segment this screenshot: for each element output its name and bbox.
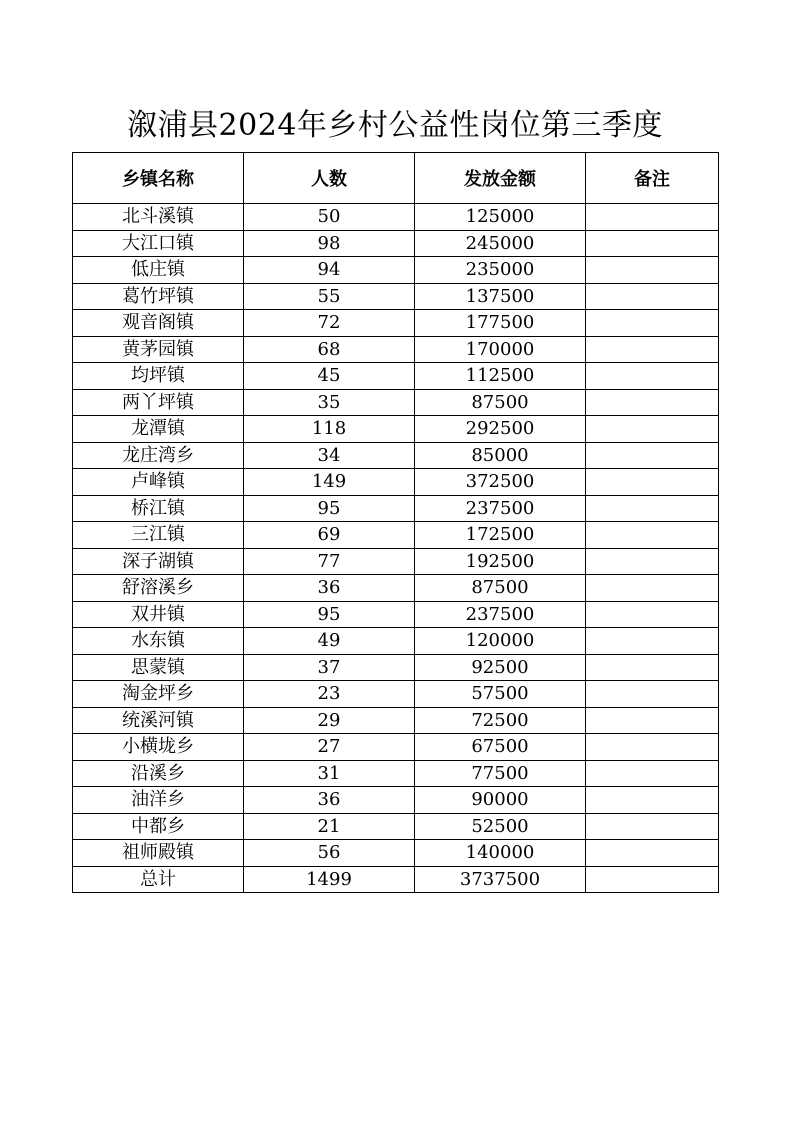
- table-row: [73, 442, 719, 469]
- header-amount: 发放金额: [415, 153, 586, 204]
- cell-count: 36: [244, 575, 415, 602]
- table-row: [73, 813, 719, 840]
- cell-township: 沿溪乡: [73, 760, 244, 787]
- table-row: [73, 575, 719, 602]
- table-row: [73, 257, 719, 284]
- cell-amount: 120000: [415, 628, 586, 655]
- table-row: [73, 363, 719, 390]
- cell-township: 深子湖镇: [73, 548, 244, 575]
- total-amount: 3737500: [415, 866, 586, 893]
- cell-township: 思蒙镇: [73, 654, 244, 681]
- cell-amount: 85000: [415, 442, 586, 469]
- cell-count: 35: [244, 389, 415, 416]
- total-count: 1499: [244, 866, 415, 893]
- cell-count: 55: [244, 283, 415, 310]
- header-row: [73, 153, 719, 204]
- table-row: [73, 734, 719, 761]
- cell-township: 低庄镇: [73, 257, 244, 284]
- cell-amount: 177500: [415, 310, 586, 337]
- cell-remarks: [586, 575, 719, 602]
- cell-amount: 192500: [415, 548, 586, 575]
- total-row: [73, 866, 719, 893]
- cell-amount: 292500: [415, 416, 586, 443]
- cell-remarks: [586, 601, 719, 628]
- cell-remarks: [586, 442, 719, 469]
- cell-count: 72: [244, 310, 415, 337]
- cell-count: 118: [244, 416, 415, 443]
- cell-amount: 237500: [415, 601, 586, 628]
- cell-count: 45: [244, 363, 415, 390]
- table-row: [73, 654, 719, 681]
- cell-township: 龙庄湾乡: [73, 442, 244, 469]
- cell-count: 149: [244, 469, 415, 496]
- cell-amount: 372500: [415, 469, 586, 496]
- cell-remarks: [586, 336, 719, 363]
- cell-count: 94: [244, 257, 415, 284]
- cell-township: 葛竹坪镇: [73, 283, 244, 310]
- cell-amount: 92500: [415, 654, 586, 681]
- cell-township: 双井镇: [73, 601, 244, 628]
- cell-remarks: [586, 495, 719, 522]
- page-title: 溆浦县2024年乡村公益性岗位第三季度: [127, 108, 663, 143]
- cell-amount: 90000: [415, 787, 586, 814]
- cell-remarks: [586, 310, 719, 337]
- cell-count: 95: [244, 495, 415, 522]
- table-row: [73, 204, 719, 231]
- cell-remarks: [586, 707, 719, 734]
- cell-township: 观音阁镇: [73, 310, 244, 337]
- cell-township: 统溪河镇: [73, 707, 244, 734]
- cell-amount: 245000: [415, 230, 586, 257]
- total-label: 总计: [73, 866, 244, 893]
- cell-amount: 125000: [415, 204, 586, 231]
- cell-remarks: [586, 257, 719, 284]
- cell-count: 98: [244, 230, 415, 257]
- table-row: [73, 416, 719, 443]
- cell-amount: 170000: [415, 336, 586, 363]
- cell-amount: 67500: [415, 734, 586, 761]
- cell-amount: 237500: [415, 495, 586, 522]
- cell-count: 29: [244, 707, 415, 734]
- cell-count: 50: [244, 204, 415, 231]
- cell-township: 龙潭镇: [73, 416, 244, 443]
- cell-remarks: [586, 813, 719, 840]
- table-row: [73, 469, 719, 496]
- cell-remarks: [586, 548, 719, 575]
- cell-township: 均坪镇: [73, 363, 244, 390]
- cell-count: 68: [244, 336, 415, 363]
- cell-remarks: [586, 734, 719, 761]
- cell-amount: 112500: [415, 363, 586, 390]
- table-row: [73, 283, 719, 310]
- cell-amount: 72500: [415, 707, 586, 734]
- cell-township: 小横垅乡: [73, 734, 244, 761]
- header-count: 人数: [244, 153, 415, 204]
- cell-township: 水东镇: [73, 628, 244, 655]
- cell-amount: 77500: [415, 760, 586, 787]
- cell-count: 21: [244, 813, 415, 840]
- cell-count: 49: [244, 628, 415, 655]
- table-row: [73, 495, 719, 522]
- cell-township: 卢峰镇: [73, 469, 244, 496]
- cell-remarks: [586, 469, 719, 496]
- cell-amount: 87500: [415, 389, 586, 416]
- cell-amount: 57500: [415, 681, 586, 708]
- cell-amount: 172500: [415, 522, 586, 549]
- cell-count: 27: [244, 734, 415, 761]
- cell-township: 油洋乡: [73, 787, 244, 814]
- cell-township: 三江镇: [73, 522, 244, 549]
- table-row: [73, 760, 719, 787]
- table-row: [73, 628, 719, 655]
- cell-count: 69: [244, 522, 415, 549]
- cell-township: 中都乡: [73, 813, 244, 840]
- cell-remarks: [586, 628, 719, 655]
- header-township: 乡镇名称: [73, 153, 244, 204]
- cell-count: 95: [244, 601, 415, 628]
- cell-remarks: [586, 760, 719, 787]
- cell-remarks: [586, 681, 719, 708]
- table-row: [73, 601, 719, 628]
- cell-remarks: [586, 230, 719, 257]
- cell-remarks: [586, 363, 719, 390]
- cell-township: 北斗溪镇: [73, 204, 244, 231]
- table-row: [73, 681, 719, 708]
- cell-township: 大江口镇: [73, 230, 244, 257]
- table-row: [73, 787, 719, 814]
- cell-township: 淘金坪乡: [73, 681, 244, 708]
- cell-count: 77: [244, 548, 415, 575]
- cell-remarks: [586, 840, 719, 867]
- cell-amount: 235000: [415, 257, 586, 284]
- cell-remarks: [586, 389, 719, 416]
- cell-count: 36: [244, 787, 415, 814]
- cell-township: 黄茅园镇: [73, 336, 244, 363]
- cell-amount: 140000: [415, 840, 586, 867]
- allowance-table: [72, 152, 719, 893]
- total-remarks: [586, 866, 719, 893]
- cell-remarks: [586, 787, 719, 814]
- table-row: [73, 310, 719, 337]
- cell-amount: 137500: [415, 283, 586, 310]
- header-remarks: 备注: [586, 153, 719, 204]
- cell-remarks: [586, 654, 719, 681]
- cell-remarks: [586, 204, 719, 231]
- cell-township: 两丫坪镇: [73, 389, 244, 416]
- cell-count: 23: [244, 681, 415, 708]
- cell-remarks: [586, 522, 719, 549]
- table-row: [73, 336, 719, 363]
- table-row: [73, 548, 719, 575]
- table-row: [73, 522, 719, 549]
- cell-count: 34: [244, 442, 415, 469]
- table-row: [73, 230, 719, 257]
- cell-amount: 87500: [415, 575, 586, 602]
- cell-township: 舒溶溪乡: [73, 575, 244, 602]
- cell-remarks: [586, 283, 719, 310]
- cell-amount: 52500: [415, 813, 586, 840]
- table-row: [73, 840, 719, 867]
- cell-remarks: [586, 416, 719, 443]
- table-row: [73, 389, 719, 416]
- table-row: [73, 707, 719, 734]
- cell-count: 56: [244, 840, 415, 867]
- cell-count: 31: [244, 760, 415, 787]
- cell-count: 37: [244, 654, 415, 681]
- cell-township: 桥江镇: [73, 495, 244, 522]
- cell-township: 祖师殿镇: [73, 840, 244, 867]
